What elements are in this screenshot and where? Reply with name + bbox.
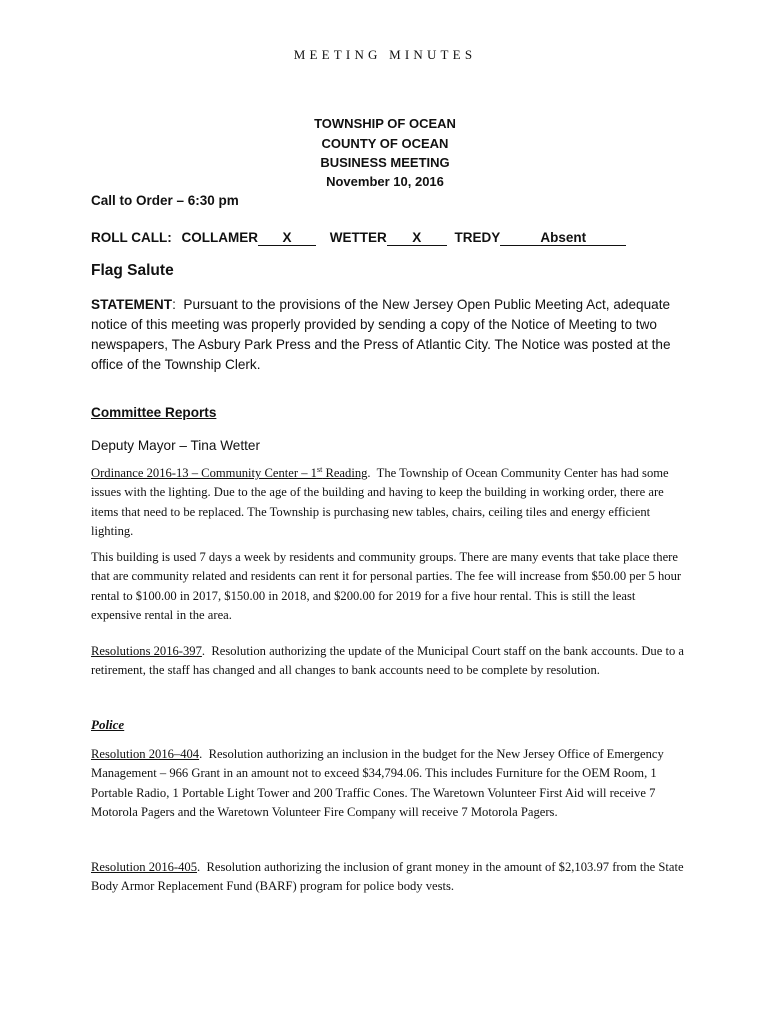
meeting-date: November 10, 2016	[326, 174, 444, 189]
roll-call-name-tredy: TREDY	[454, 230, 501, 245]
resolution-405-paragraph: Resolution 2016-405. Resolution authorizing the inclusion of grant money in the amount of $2,103.97 from the State Body Armor Replacement Fund (BARF) program for police body vests.	[91, 860, 684, 894]
resolution-397-title: Resolutions 2016-397	[91, 644, 202, 658]
resolution-405-text: Resolution authorizing the inclusion of grant money in the amount of $2,103.97 from the State Body Armor Replacement Fund (BARF) program for police body vests.	[91, 860, 684, 894]
resolution-405-title: Resolution 2016-405	[91, 860, 197, 874]
statement-label: STATEMENT	[91, 297, 173, 312]
roll-call-value-collamer: X	[258, 230, 316, 246]
deputy-mayor-heading: Deputy Mayor – Tina Wetter	[91, 438, 260, 453]
resolution-404-title: Resolution 2016–404	[91, 747, 200, 761]
document-heading: MEETING MINUTES	[293, 47, 477, 62]
roll-call-value-wetter: X	[387, 230, 447, 246]
meeting-type: BUSINESS MEETING	[320, 155, 450, 170]
township-title: TOWNSHIP OF OCEAN	[314, 116, 456, 131]
resolution-397-paragraph: Resolutions 2016-397. Resolution authorizing the update of the Municipal Court staff on the bank accounts. Due to a retirement, the staff has changed and all changes to bank accounts need to be complete by resolution.	[91, 644, 684, 678]
building-usage-paragraph: This building is used 7 days a week by residents and community groups. There are many events that take place there that are community related and residents can rent it for personal parties. The fee will increase from $50.00 per 5 hour rental to $100.00 in 2017, $150.00 in 2018, and $200.00 for 2019 for a five hour rental. This is still the least expensive rental in the area.	[91, 550, 682, 622]
committee-reports-heading: Committee Reports	[91, 405, 217, 420]
police-heading: Police	[91, 717, 125, 732]
county-title: COUNTY OF OCEAN	[321, 136, 449, 151]
flag-salute-heading: Flag Salute	[91, 262, 174, 279]
resolution-404-text: Resolution authorizing an inclusion in the budget for the New Jersey Office of Emergency Management – 966 Grant in an amount not to exceed $34,794.06. This includes Furniture for the OEM Room, 1 Portable Radio, 1 Portable Light Tower and 200 Traffic Cones. The Waretown Volunteer First Aid will receive 7 Motorola Pagers and the Waretown Volunteer Fire Company will receive 7 Motorola Pagers.	[91, 747, 664, 819]
ordinance-text: The Township of Ocean Community Center has had some issues with the lighting. Due to the age of the building and having to keep the building in working order, there are items that need to be replaced. The Township is purchasing new tables, chairs, ceiling tiles and energy efficient lighting.	[91, 466, 669, 538]
statement-paragraph: STATEMENT: Pursuant to the provisions of the New Jersey Open Public Meeting Act, adequate notice of this meeting was properly provided by sending a copy of the Notice of Meeting to two newspapers, The Asbury Park Press and the Press of Atlantic City. The Notice was posted at the office of the Township Clerk.	[91, 297, 671, 372]
call-to-order: Call to Order – 6:30 pm	[91, 193, 239, 208]
resolution-397-text: Resolution authorizing the update of the Municipal Court staff on the bank accounts. Due to a retirement, the staff has changed and all changes to bank accounts need to be complete by resolution.	[91, 644, 684, 678]
roll-call-name-wetter: WETTER	[329, 230, 387, 245]
ordinance-title: Ordinance 2016-13 – Community Center – 1st Reading	[91, 465, 368, 480]
roll-call	[91, 230, 626, 246]
statement-text: Pursuant to the provisions of the New Jersey Open Public Meeting Act, adequate notice of this meeting was properly provided by sending a copy of the Notice of Meeting to two newspapers, The Asbury Park Press and the Press of Atlantic City. The Notice was posted at the office of the Township Clerk.	[91, 297, 671, 372]
ordinance-paragraph: Ordinance 2016-13 – Community Center – 1st Reading. The Township of Ocean Community Center has had some issues with the lighting. Due to the age of the building and having to keep the building in working order, there are items that need to be replaced. The Township is purchasing new tables, chairs, ceiling tiles and energy efficient lighting.	[91, 465, 669, 538]
roll-call-value-tredy: Absent	[500, 230, 626, 246]
roll-call-label: ROLL CALL:	[91, 230, 172, 245]
roll-call-name-collamer: COLLAMER	[181, 230, 259, 245]
resolution-404-paragraph: Resolution 2016–404. Resolution authorizing an inclusion in the budget for the New Jersey Office of Emergency Management – 966 Grant in an amount not to exceed $34,794.06. This includes Furniture for the OEM Room, 1 Portable Radio, 1 Portable Light Tower and 200 Traffic Cones. The Waretown Volunteer First Aid will receive 7 Motorola Pagers and the Waretown Volunteer Fire Company will receive 7 Motorola Pagers.	[91, 747, 664, 819]
